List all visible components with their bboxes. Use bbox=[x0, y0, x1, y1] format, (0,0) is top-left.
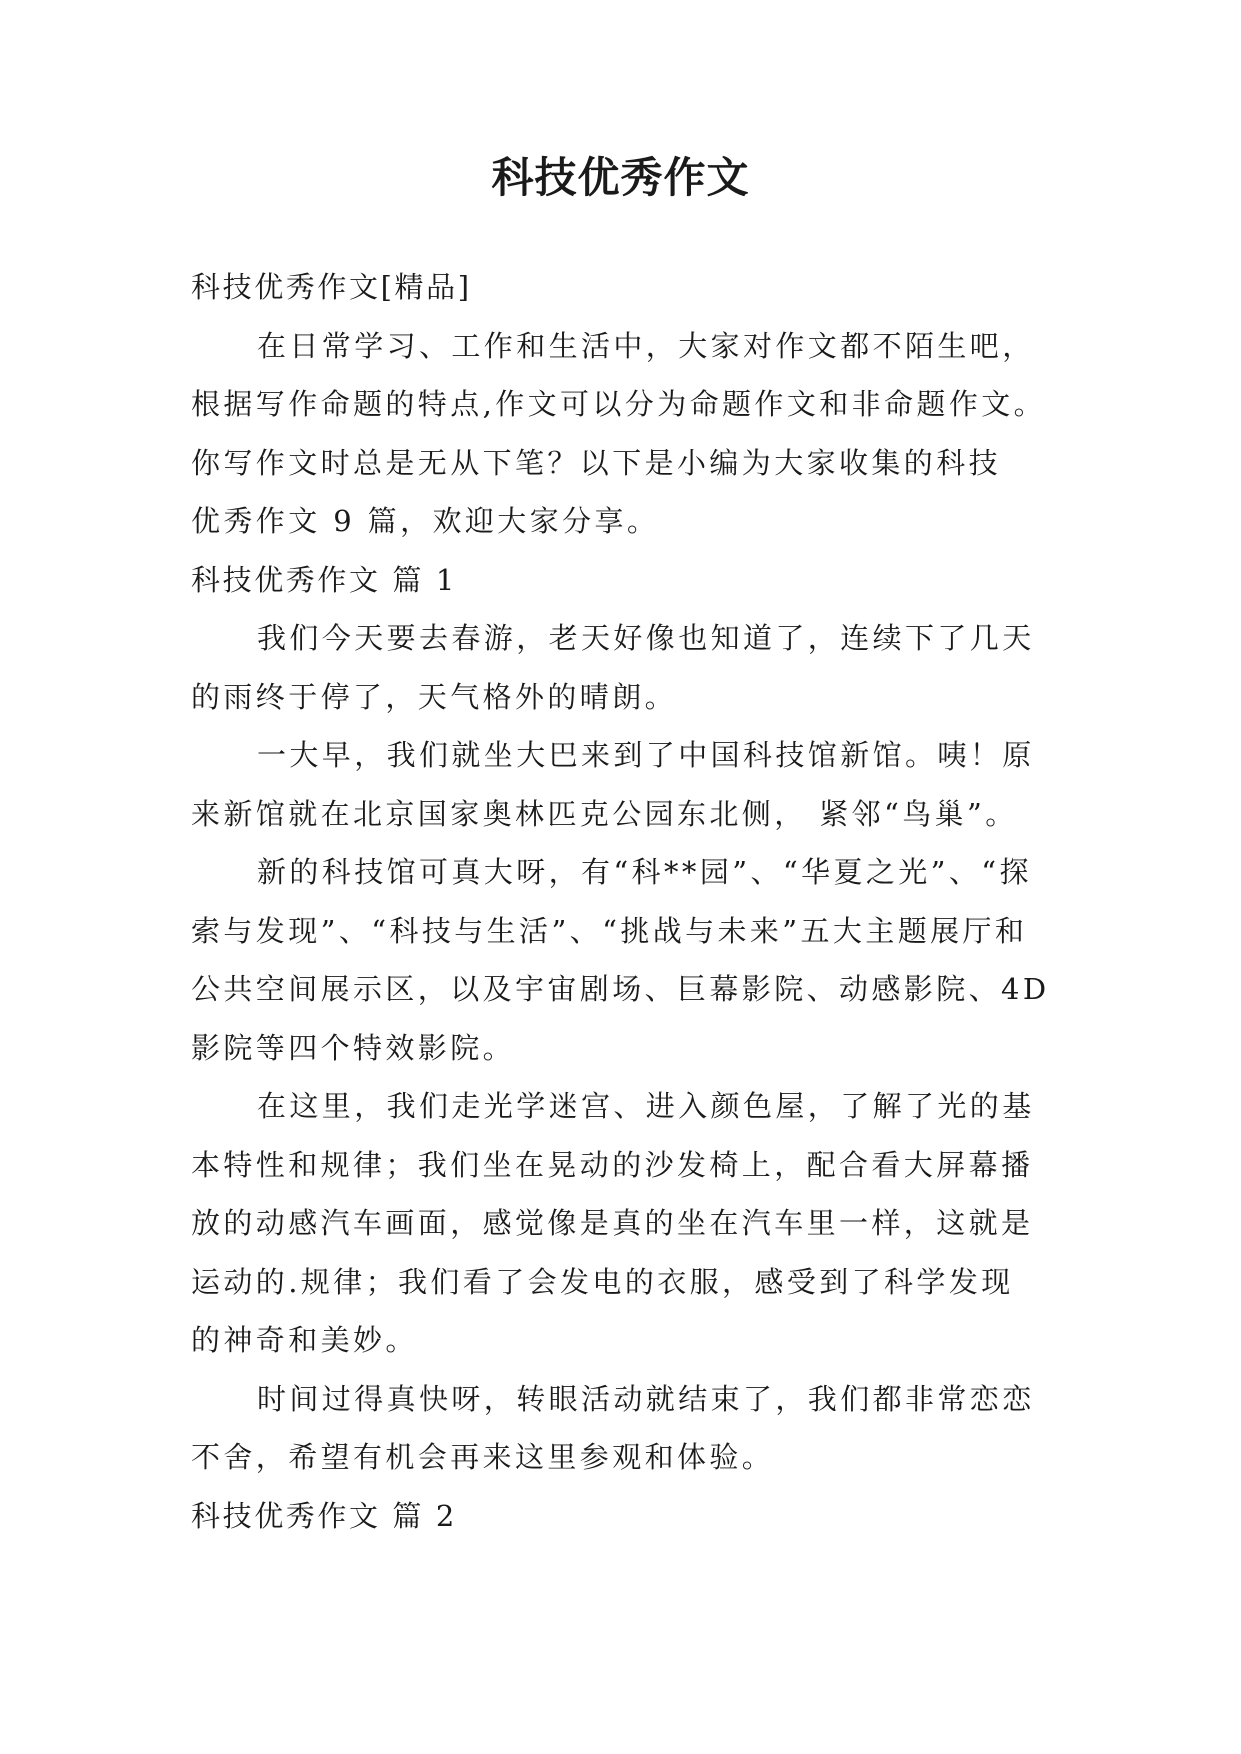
paragraph-line: 本特性和规律；我们坐在晃动的沙发椅上，配合看大屏幕播 bbox=[191, 1147, 1034, 1182]
paragraph-line: 根据写作命题的特点,作文可以分为命题作文和非命题作文。 bbox=[191, 387, 1047, 421]
paragraph-line: 在这里，我们走光学迷宫、进入颜色屋，了解了光的基 bbox=[257, 1089, 1035, 1123]
paragraph-line: 运动的.规律；我们看了会发电的衣服，感受到了科学发现 bbox=[191, 1264, 1014, 1299]
paragraph-line: 你写作文时总是无从下笔？以下是小编为大家收集的科技 bbox=[191, 445, 1002, 480]
paragraph-line: 影院等四个特效影院。 bbox=[191, 1030, 516, 1065]
page-title: 科技优秀作文 bbox=[491, 153, 750, 202]
paragraph-line: 新的科技馆可真大呀，有“科**园”、“华夏之光”、“探 bbox=[257, 855, 1032, 889]
paragraph-line: 在日常学习、工作和生活中，大家对作文都不陌生吧， bbox=[257, 328, 1035, 363]
paragraph-line: 的雨终于停了，天气格外的晴朗。 bbox=[191, 679, 678, 714]
document-body bbox=[191, 258, 1071, 1545]
paragraph-line: 优秀作文 9 篇，欢迎大家分享。 bbox=[191, 504, 660, 538]
paragraph-line: 不舍，希望有机会再来这里参观和体验。 bbox=[191, 1440, 775, 1474]
paragraph-line: 时间过得真快呀，转眼活动就结束了，我们都非常恋恋 bbox=[257, 1381, 1035, 1416]
section-heading: 科技优秀作文 篇 2 bbox=[191, 1498, 457, 1533]
paragraph-line: 一大早，我们就坐大巴来到了中国科技馆新馆。咦！原 bbox=[257, 738, 1035, 772]
paragraph-line: 放的动感汽车画面，感觉像是真的坐在汽车里一样，这就是 bbox=[191, 1206, 1034, 1240]
subtitle-line: 科技优秀作文[精品] bbox=[191, 270, 472, 304]
paragraph-line: 来新馆就在北京国家奥林匹克公园东北侧， 紧邻“鸟巢”。 bbox=[191, 796, 1018, 831]
paragraph-line: 公共空间展示区，以及宇宙剧场、巨幕影院、动感影院、4D bbox=[191, 972, 1050, 1006]
section-heading: 科技优秀作文 篇 1 bbox=[191, 562, 457, 597]
paragraph-line: 索与发现”、“科技与生活”、“挑战与未来”五大主题展厅和 bbox=[191, 913, 1028, 948]
paragraph-line: 我们今天要去春游，老天好像也知道了，连续下了几天 bbox=[257, 621, 1035, 655]
paragraph-line: 的神奇和美妙。 bbox=[191, 1323, 418, 1357]
